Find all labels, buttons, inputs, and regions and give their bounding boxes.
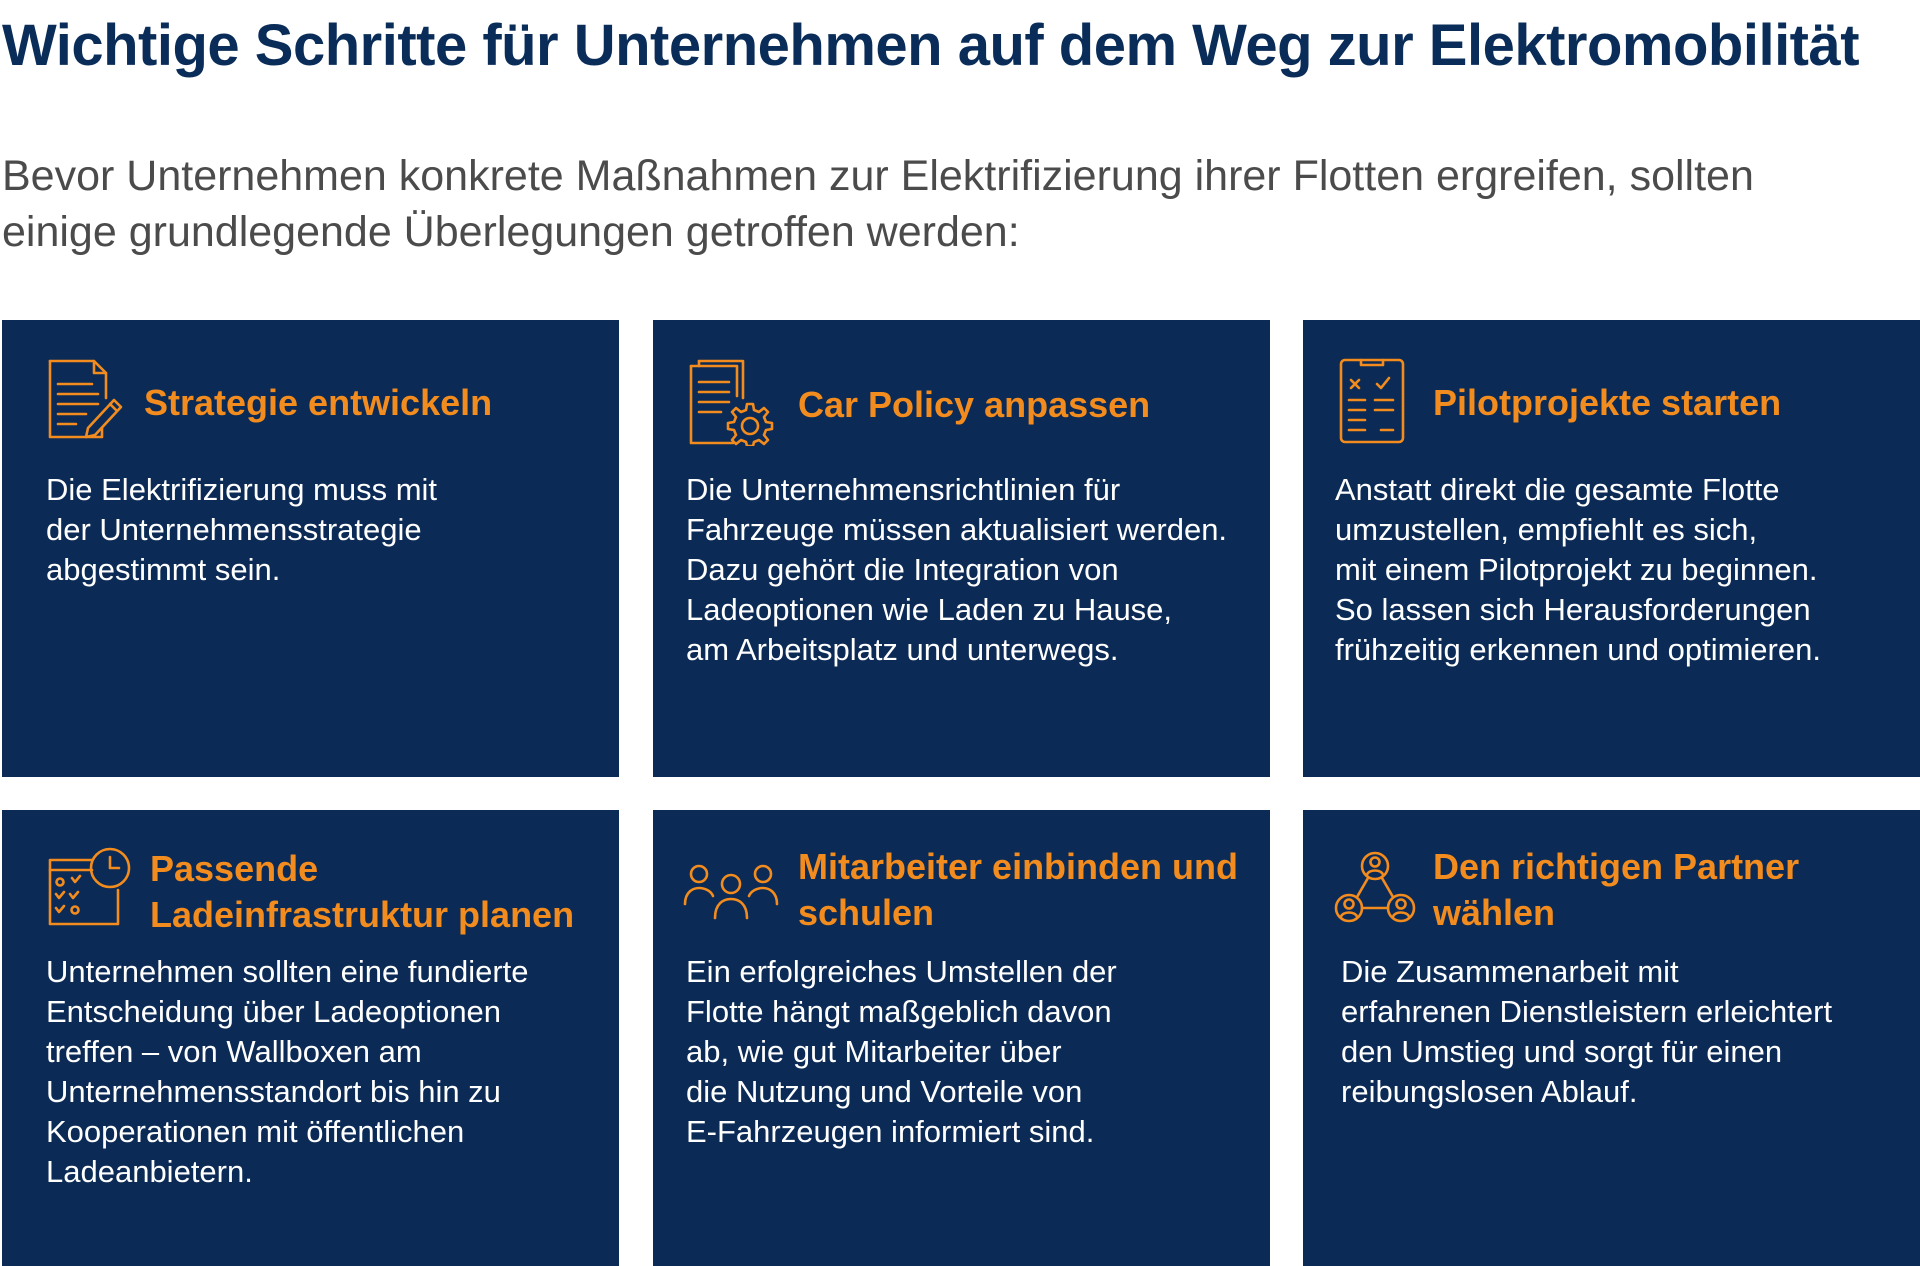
card-title: Den richtigen Partner wählen [1433,846,1800,933]
document-gear-icon [685,358,775,446]
card-text: Anstatt direkt die gesamte Flotte umzustellen, empfiehlt es sich, mit einem Pilotprojekt zu beginnen. So lassen sich Herausforderungen frühzeitig erkennen und optimieren. [1335,472,1821,667]
card-title: Passende Ladeinfrastruktur planen [150,848,575,935]
card-text: Unternehmen sollten eine fundierte Entscheidung über Ladeoptionen treffen – von Wallboxen am Unternehmensstandort bis hin zu Kooperationen mit öffentlichen Ladeanbietern. [46,954,529,1189]
checklist-icon [1337,356,1407,446]
step-card-pilot [1303,320,1920,777]
card-title: Car Policy anpassen [798,384,1151,425]
card-text: Die Unternehmensrichtlinien für Fahrzeuge müssen aktualisiert werden. Dazu gehört die Integration von Ladeoptionen wie Laden zu Hause, am Arbeitsplatz und unterwegs. [686,472,1228,667]
people-group-icon [683,862,779,920]
step-card-car-policy [653,320,1270,777]
card-title: Mitarbeiter einbinden und schulen [798,846,1239,933]
page-title: Wichtige Schritte für Unternehmen auf dem Weg zur Elektromobilität [2,13,1860,78]
document-pen-icon [44,358,124,440]
step-card-strategy [2,320,619,777]
calendar-clock-icon [44,846,134,928]
partner-network-icon [1333,850,1417,926]
step-card-employees [653,810,1270,1266]
card-text: Die Zusammenarbeit mit erfahrenen Dienstleistern erleichtert den Umstieg und sorgt für einen reibungslosen Ablauf. [1341,954,1833,1109]
card-title: Strategie entwickeln [144,382,493,423]
step-card-charging-infrastructure [2,810,619,1266]
step-card-partner [1303,810,1920,1266]
intro-text: Bevor Unternehmen konkrete Maßnahmen zur Elektrifizierung ihrer Flotten ergreifen, sollten einige grundlegende Überlegungen getroffen werden: [2,152,1754,256]
card-text: Die Elektrifizierung muss mit der Unternehmensstrategie abgestimmt sein. [46,472,438,587]
card-title: Pilotprojekte starten [1433,382,1782,423]
card-text: Ein erfolgreiches Umstellen der Flotte hängt maßgeblich davon ab, wie gut Mitarbeiter über die Nutzung und Vorteile von E-Fahrzeugen informiert sind. [686,954,1117,1149]
